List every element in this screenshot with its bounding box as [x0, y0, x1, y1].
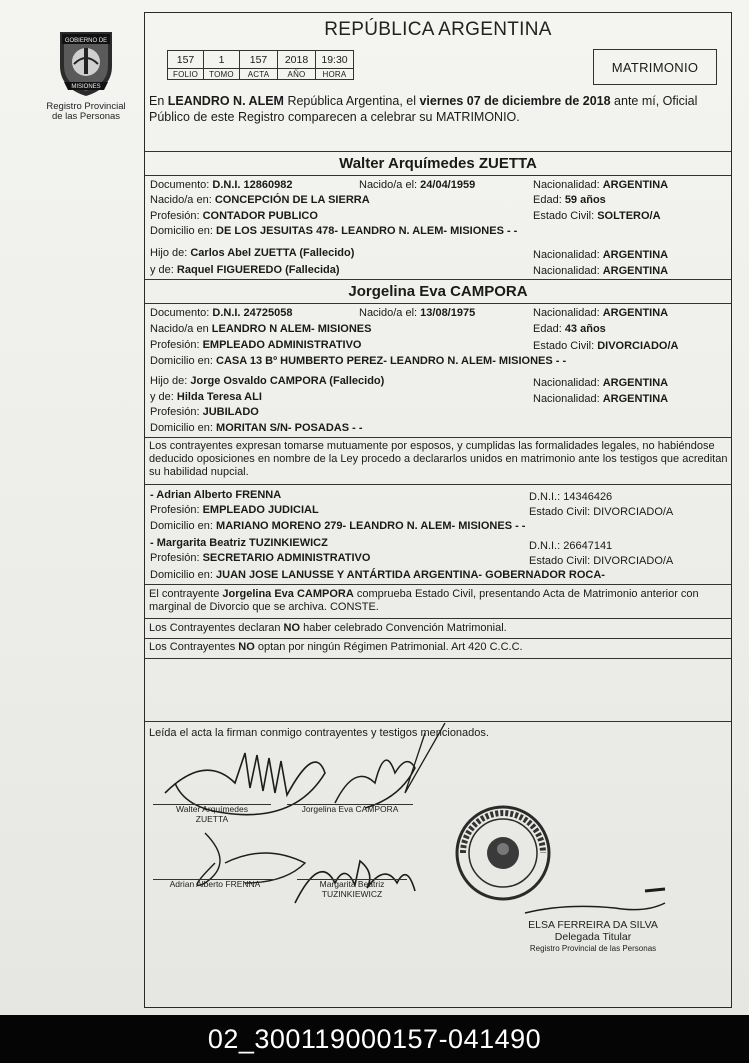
provincial-seal-icon [54, 26, 118, 98]
signature-name-walter: Walter Arquímedes ZUETTA [176, 804, 248, 824]
spouse2-mother-profession: Profesión: JUBILADO [150, 406, 259, 418]
spouse2-birthplace: Nacido/a en LEANDRO N ALEM- MISIONES [150, 323, 372, 335]
intro-text-1: En [149, 94, 168, 108]
witness1-civil: Estado Civil: DIVORCIADO/A [529, 506, 674, 518]
spouse2-address: Domicilio en: CASA 13 Bº HUMBERTO PEREZ- LEANDRO N. ALEM- MISIONES - - [150, 355, 567, 367]
signature-official [525, 903, 665, 913]
official-name: ELSA FERREIRA DA SILVA [528, 919, 658, 931]
spouse2-profession: Profesión: EMPLEADO ADMINISTRATIVO [150, 339, 362, 351]
seal-top-text: GOBIERNO DE [64, 38, 108, 44]
divider [145, 618, 731, 619]
spouse2-mother: y de: Hilda Teresa ALI [150, 391, 262, 403]
year-value: 2018 [278, 51, 316, 69]
signature-name-margarita: Margarita Beatriz TUZINKIEWICZ [319, 879, 385, 899]
folio-value: 157 [168, 51, 204, 69]
official-title: Delegada Titular [554, 931, 632, 943]
intro-paragraph [149, 93, 727, 125]
divider [145, 638, 731, 639]
acta-value: 157 [240, 51, 278, 69]
note-convention: Los Contrayentes declaran NO haber celebrado Convención Matrimonial. [149, 622, 507, 634]
divider [145, 658, 731, 659]
spouse1-age: Edad: 59 años [533, 194, 606, 206]
divider [145, 175, 731, 176]
signature-jorgelina [335, 760, 415, 808]
logo-caption [38, 102, 134, 122]
certificate-frame [144, 12, 732, 1008]
spouse2-civil: Estado Civil: DIVORCIADO/A [533, 340, 679, 352]
spouse1-doc: Documento: D.N.I. 12860982 [150, 179, 293, 191]
spouse2-age: Edad: 43 años [533, 323, 606, 335]
marriage-declaration: Los contrayentes expresan tomarse mutuamente por esposos, y cumplidas las formalidades legales, no habiéndose deducido oposiciones en nombre de la Ley procedo a declararlos unidos en matrimonio ante los testigos que acreditan su habilidad nupcial. [149, 440, 728, 478]
act-type-box: MATRIMONIO [593, 49, 717, 85]
spouse1-born: Nacido/a el: 24/04/1959 [359, 179, 476, 191]
intro-text-3: ante mí, Oficial Público de este Registro comparecen a celebrar su MATRIMONIO. [149, 94, 698, 124]
signatures-drawing [145, 713, 733, 1013]
witness2-dni: D.N.I.: 26647141 [529, 540, 613, 552]
official-office: Registro Provincial de las Personas [529, 944, 657, 953]
spouse1-mother: y de: Raquel FIGUEREDO (Fallecida) [150, 264, 340, 276]
note-patrimonial: Los Contrayentes NO optan por ningún Régimen Patrimonial. Art 420 C.C.C. [149, 641, 523, 653]
hour-label: HORA [316, 69, 354, 80]
witness1-dni: D.N.I.: 14346426 [529, 491, 613, 503]
witness2-address: Domicilio en: JUAN JOSE LANUSSE Y ANTÁRTIDA ARGENTINA- GOBERNADOR ROCA- [150, 569, 605, 581]
spouse1-civil: Estado Civil: SOLTERO/A [533, 210, 661, 222]
logo-caption-line1: Registro Provincial [46, 101, 126, 112]
tomo-label: TOMO [204, 69, 240, 80]
official-signature-block [513, 919, 673, 955]
note-civil-status: El contrayente Jorgelina Eva CAMPORA comprueba Estado Civil, presentando Acta de Matrimonio anterior con marginal de Divorcio que se archiva. CONSTE. [149, 588, 699, 613]
spouse2-name: Jorgelina Eva CAMPORA [348, 283, 528, 300]
signatures-intro: Leída el acta la firman conmigo contrayentes y testigos mencionados. [149, 727, 489, 739]
spouse2-nationality: Nacionalidad: ARGENTINA [533, 307, 669, 319]
seal-bottom-text: MISIONES [71, 84, 101, 90]
signature-name-jorgelina: Jorgelina Eva CAMPORA [301, 804, 399, 814]
spouse2-doc: Documento: D.N.I. 24725058 [150, 307, 293, 319]
spouse2-mother-nationality: Nacionalidad: ARGENTINA [533, 393, 669, 405]
spouse1-name: Walter Arquímedes ZUETTA [339, 155, 537, 172]
witness2-profession: Profesión: SECRETARIO ADMINISTRATIVO [150, 552, 371, 564]
witness1-address: Domicilio en: MARIANO MORENO 279- LEANDRO N. ALEM- MISIONES - - [150, 520, 526, 532]
witness2-name: - Margarita Beatriz TUZINKIEWICZ [150, 537, 328, 549]
record-metadata-table [167, 50, 354, 80]
official-stamp-icon [457, 807, 549, 899]
spouse2-father-nationality: Nacionalidad: ARGENTINA [533, 377, 669, 389]
divider [145, 584, 731, 585]
divider [145, 279, 731, 280]
logo-caption-line2: de las Personas [51, 111, 121, 122]
signature-name-adrian: Adrian Alberto FRENNA [169, 879, 261, 889]
tomo-value: 1 [204, 51, 240, 69]
divider [145, 437, 731, 438]
spouse1-father: Hijo de: Carlos Abel ZUETTA (Fallecido) [150, 247, 355, 259]
spouse1-father-nationality: Nacionalidad: ARGENTINA [533, 249, 669, 261]
intro-date: viernes 07 de diciembre de 2018 [419, 94, 611, 108]
spouse2-father: Hijo de: Jorge Osvaldo CAMPORA (Fallecido) [150, 375, 385, 387]
spouse1-address: Domicilio en: DE LOS JESUITAS 478- LEANDRO N. ALEM- MISIONES - - [150, 225, 518, 237]
spouse2-mother-address: Domicilio en: MORITAN S/N- POSADAS - - [150, 422, 363, 434]
folio-label: FOLIO [168, 69, 204, 80]
intro-city: LEANDRO N. ALEM [167, 94, 284, 108]
spouse1-birthplace: Nacido/a en: CONCEPCIÓN DE LA SIERRA [150, 194, 370, 206]
document-code-bar: 02_300119000157-041490 [0, 1015, 749, 1063]
spouse2-born: Nacido/a el: 13/08/1975 [359, 307, 476, 319]
registry-logo [38, 26, 134, 122]
hour-value: 19:30 [316, 51, 354, 69]
country-title: REPÚBLICA ARGENTINA [324, 19, 552, 40]
divider [145, 303, 731, 304]
witness1-name: - Adrian Alberto FRENNA [150, 489, 282, 501]
spouse1-mother-nationality: Nacionalidad: ARGENTINA [533, 265, 669, 277]
spouse1-nationality: Nacionalidad: ARGENTINA [533, 179, 669, 191]
spouse1-profession: Profesión: CONTADOR PUBLICO [150, 210, 318, 222]
witness1-profession: Profesión: EMPLEADO JUDICIAL [150, 504, 319, 516]
intro-text-2: República Argentina, el [283, 94, 420, 108]
year-label: AÑO [278, 69, 316, 80]
acta-label: ACTA [240, 69, 278, 80]
divider [145, 484, 731, 485]
divider [145, 151, 731, 152]
witness2-civil: Estado Civil: DIVORCIADO/A [529, 555, 674, 567]
